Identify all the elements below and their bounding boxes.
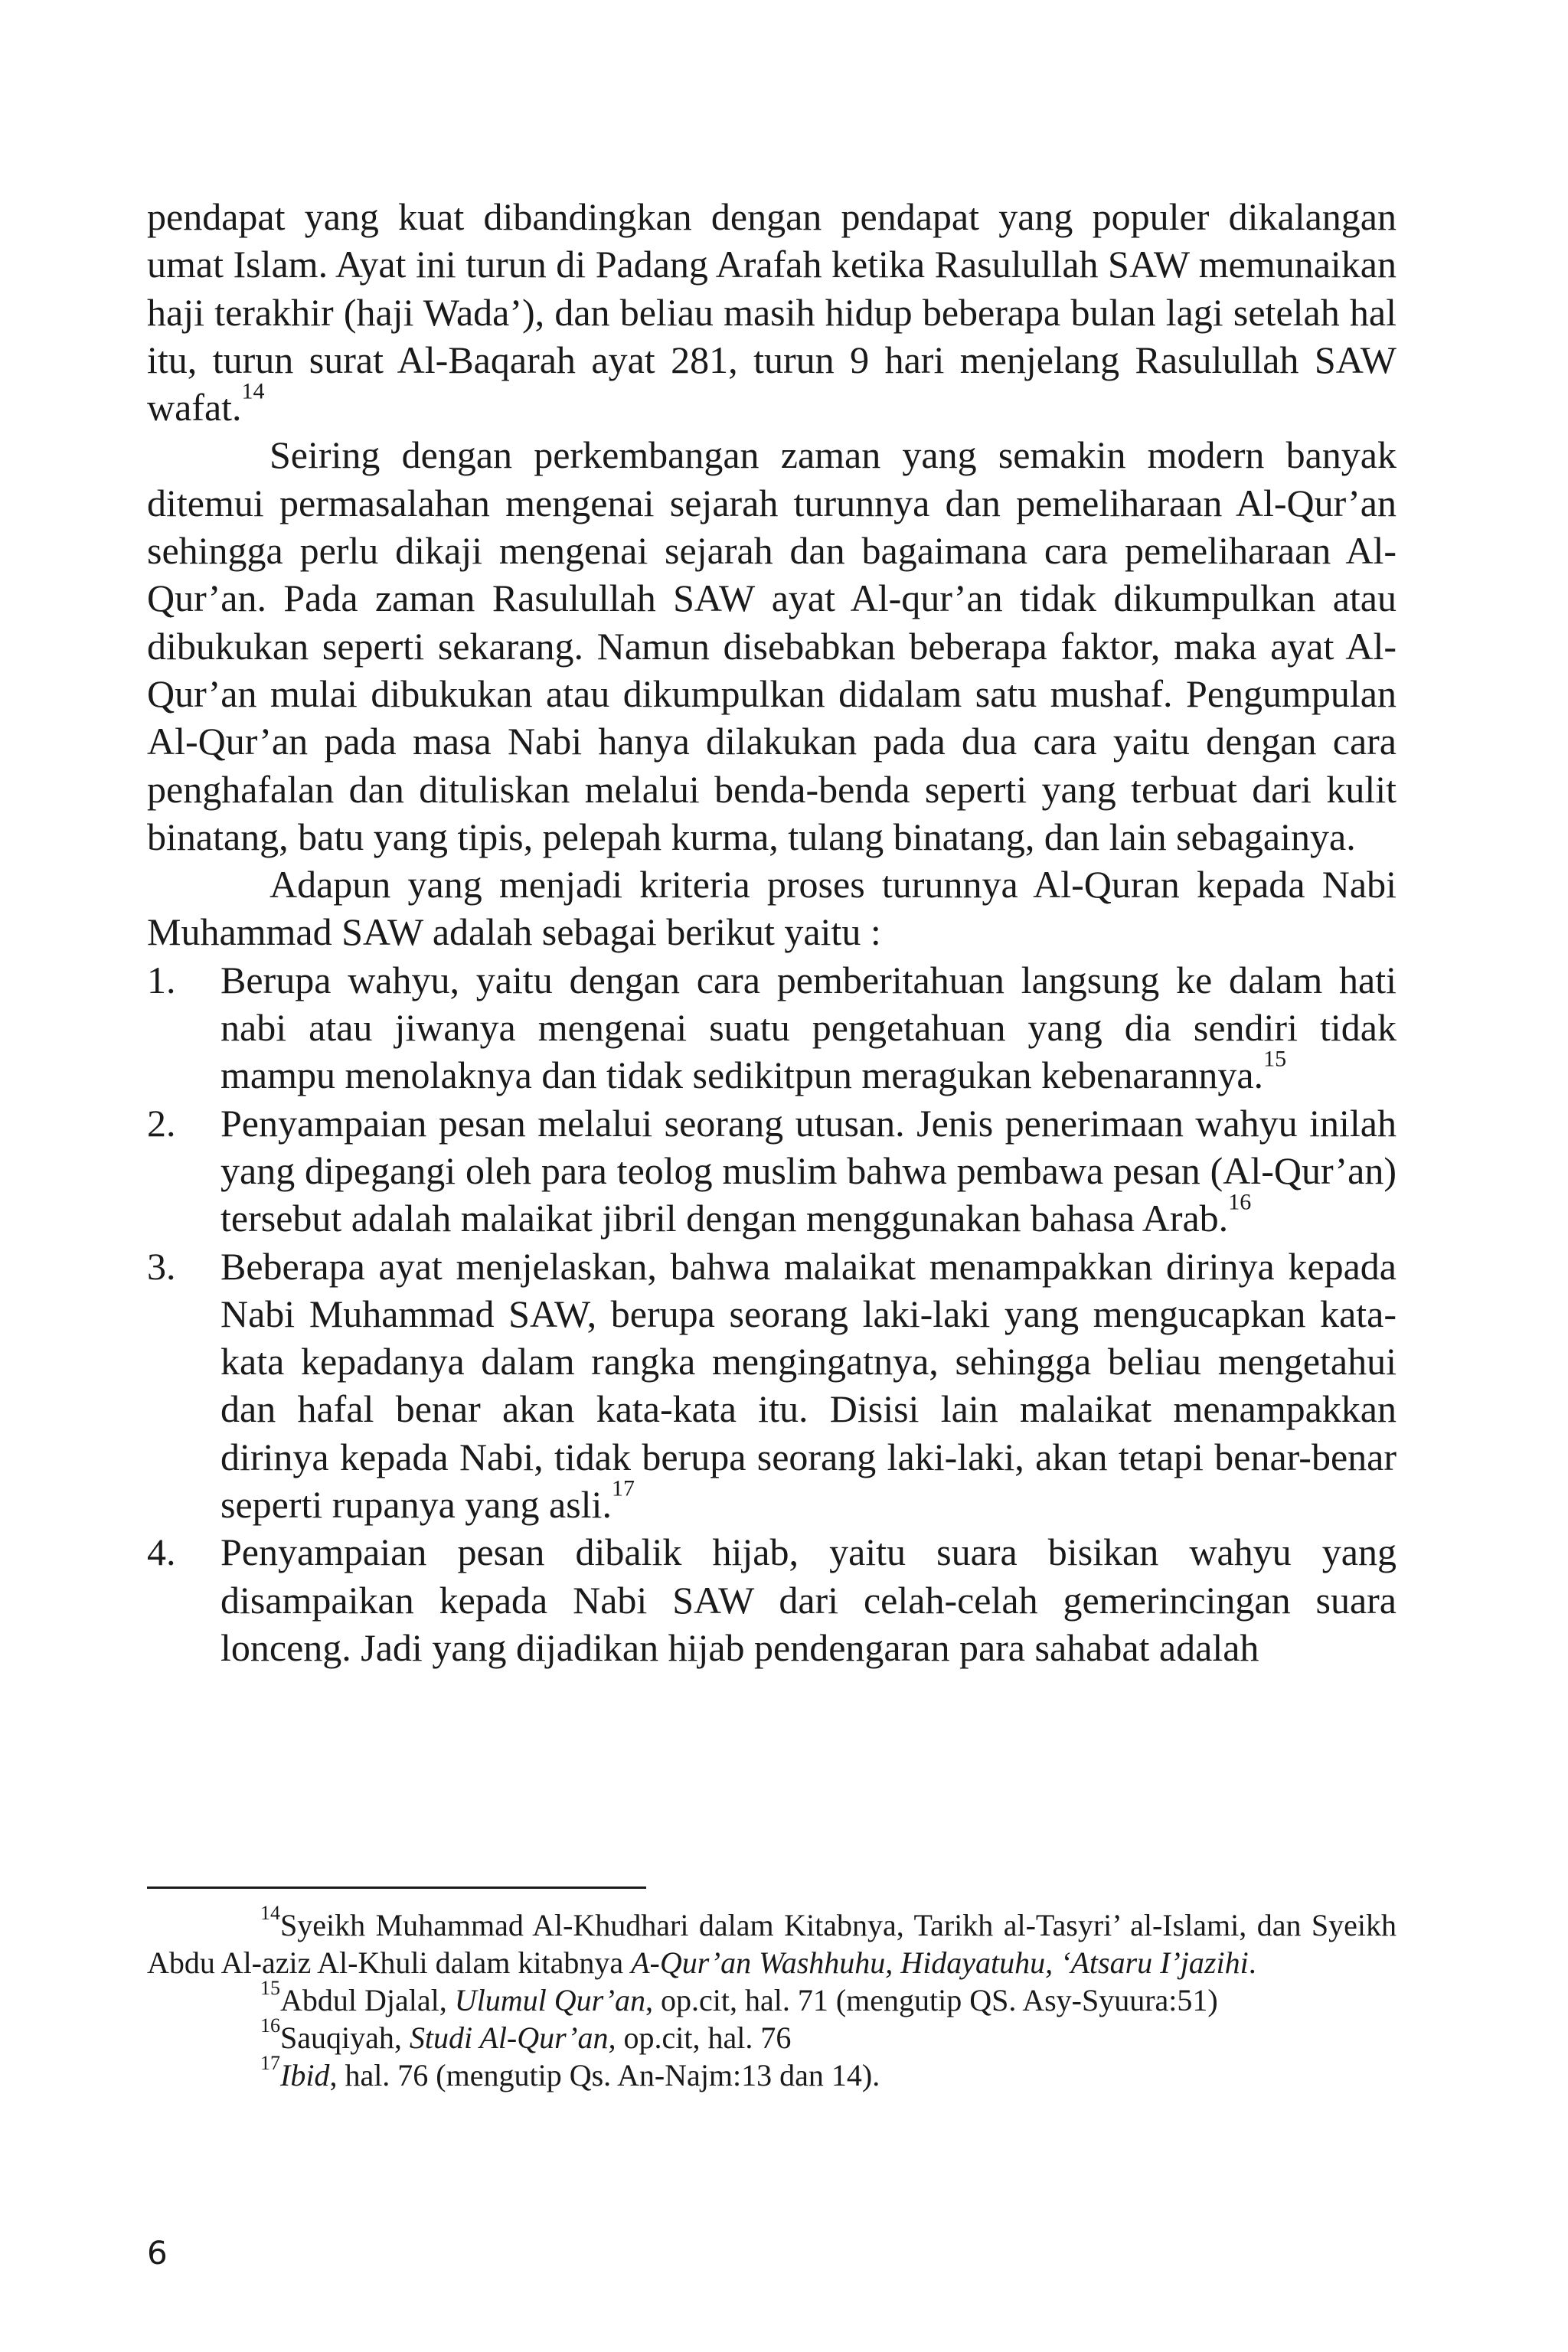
footnote-ref: 17 [611,1475,635,1501]
paragraph-1 [147,193,1396,431]
footnote-number: 17 [260,2052,280,2075]
list-number: 2. [147,1101,176,1145]
list-text: Penyampaian pesan dibalik hijab, yaitu suara bisikan wahyu yang disampaikan kepada Nabi SAW dari celah-celah gemerincingan suara lonceng. Jadi yang dijadikan hijab pendengaran para sahabat adalah [220,1530,1396,1669]
list-item [147,956,1396,1099]
footnote-ref: 16 [1228,1189,1252,1215]
footnote-text: , hal. 76 (mengutip Qs. An-Najm:13 dan 14). [329,2058,880,2092]
footnote-number: 14 [260,1902,280,1925]
list-text: Penyampaian pesan melalui seorang utusan. Jenis penerimaan wahyu inilah yang dipegangi oleh para teolog muslim bahwa pembawa pesan (Al-Qur’an) tersebut adalah malaikat jibril dengan menggunakan bahasa Arab. [220,1101,1396,1240]
list-item [147,1099,1396,1243]
list-number: 3. [147,1244,176,1288]
footnote-title: Studi Al-Qur’an, [409,2020,616,2055]
list-item [147,1243,1396,1529]
paragraph-3 [147,861,1396,956]
footnote-title: Ulumul Qur’an [454,1983,645,2017]
footnote-text: . [1248,1945,1256,1980]
footnote-title: A-Qur’an Washhuhu, Hidayatuhu, ‘Atsaru I’jazihi [631,1945,1249,1980]
list-text: Beberapa ayat menjelaskan, bahwa malaikat menampakkan dirinya kepada Nabi Muhammad SAW, berupa seorang laki-laki yang mengucapkan kata-kata kepadanya dalam rangka mengingatnya, sehingga beliau mengetahui dan hafal benar akan kata-kata itu. Disisi lain malaikat menampakkan dirinya kepada Nabi, tidak berupa seorang laki-laki, akan tetapi benar-benar seperti rupanya yang asli. [220,1244,1396,1527]
footnote-17 [34,2052,1396,2094]
footnote-ref: 14 [241,378,265,404]
page-number: 6 [147,2234,168,2272]
paragraph-2 [147,431,1396,861]
paragraph-text: Seiring dengan perkembangan zaman yang semakin modern banyak ditemui permasalahan mengenai sejarah turunnya dan pemeliharaan Al-Qur’an sehingga perlu dikaji mengenai sejarah dan bagaimana cara pemeliharaan Al-Qur’an. Pada zaman Rasulullah SAW ayat Al-qur’an tidak dikumpulkan atau dibukukan seperti sekarang. Namun disebabkan beberapa faktor, maka ayat Al-Qur’an mulai dibukukan atau dikumpulkan didalam satu mushaf. Pengumpulan Al-Qur’an pada masa Nabi hanya dilakukan pada dua cara yaitu dengan cara penghafalan dan dituliskan melalui benda-benda seperti yang terbuat dari kulit binatang, batu yang tipis, pelepah kurma, tulang binatang, dan lain sebagainya. [147,433,1396,858]
footnote-title: Ibid [280,2058,330,2092]
footnote-text: op.cit, hal. 76 [616,2020,792,2055]
footnote-14 [34,1902,1396,1981]
footnote-text: Sauqiyah, [280,2020,410,2055]
footnote-text: , op.cit, hal. 71 (mengutip QS. Asy-Syuura:51) [645,1983,1218,2017]
footnote-15 [34,1977,1396,2019]
list-number: 1. [147,958,176,1001]
footnote-text: Syeikh Muhammad Al-Khudhari dalam Kitabnya, Tarikh al-Tasyri’ al-Islami, dan Syeikh Abdu Al-aziz Al-Khuli dalam kitabnya [147,1908,1396,1980]
footnote-text: Abdul Djalal, [280,1983,455,2017]
footnote-divider [147,1886,646,1889]
footnote-number: 15 [260,1977,280,2000]
list-number: 4. [147,1530,176,1574]
paragraph-text: Adapun yang menjadi kriteria proses turunnya Al-Quran kepada Nabi Muhammad SAW adalah sebagai berikut yaitu : [147,863,1396,954]
footnotes [147,1902,1396,2094]
paragraph-text: pendapat yang kuat dibandingkan dengan pendapat yang populer dikalangan umat Islam. Ayat ini turun di Padang Arafah ketika Rasulullah SAW memunaikan haji terakhir (haji Wada’), dan beliau masih hidup beberapa bulan lagi setelah hal itu, turun surat Al-Baqarah ayat 281, turun 9 hari menjelang Rasulullah SAW wafat. [147,195,1396,430]
footnote-number: 16 [260,2014,280,2037]
list-text: Berupa wahyu, yaitu dengan cara pemberitahuan langsung ke dalam hati nabi atau jiwanya mengenai suatu pengetahuan yang dia sendiri tidak mampu menolaknya dan tidak sedikitpun meragukan kebenarannya. [220,958,1396,1097]
criteria-list [147,956,1396,1671]
footnote-ref: 15 [1263,1046,1287,1072]
body-text [147,193,1396,1671]
list-item [147,1528,1396,1671]
footnote-16 [34,2014,1396,2056]
